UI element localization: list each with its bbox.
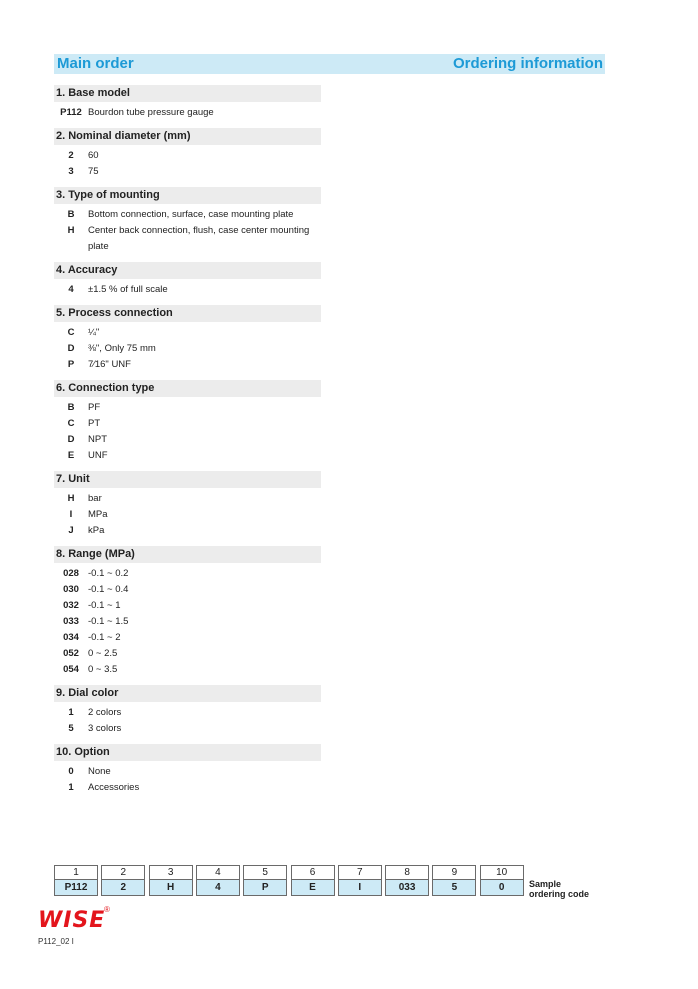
option-code: 1 [68,707,74,718]
main-order-title: Main order [57,55,134,72]
option-list [54,764,354,796]
option-description: Center back connection, flush, case center mounting plate [88,225,310,252]
ordering-information-title: Ordering information [453,55,603,72]
code-value: 5 [432,880,476,896]
option-row [54,614,354,630]
code-cell-5 [243,865,287,896]
section-title: 10. Option [54,744,321,761]
section-title: 9. Dial color [54,685,321,702]
option-description: -0.1 ~ 1 [88,600,121,611]
option-row [54,223,354,255]
option-row [54,148,354,164]
option-row [54,764,354,780]
option-row [54,341,354,357]
option-row [54,646,354,662]
section-10 [54,744,354,796]
option-list [54,400,354,464]
option-description: PF [88,402,101,413]
option-row [54,662,354,678]
code-position-number: 3 [149,865,193,880]
option-description: -0.1 ~ 0.2 [88,568,129,579]
option-row [54,105,354,121]
option-description: 3 colors [88,723,122,734]
section-title: 3. Type of mounting [54,187,321,204]
option-list [54,148,354,180]
section-1 [54,85,354,121]
code-value: 2 [101,880,145,896]
section-3 [54,187,354,255]
option-row [54,448,354,464]
option-row [54,780,354,796]
section-7 [54,471,354,539]
code-value: P112 [54,880,98,896]
option-code: 052 [63,648,79,659]
option-code: 030 [63,584,79,595]
option-row [54,705,354,721]
option-code: 0 [68,766,74,777]
option-code: J [68,525,74,536]
section-6 [54,380,354,464]
option-description: NPT [88,434,107,445]
registered-mark: ® [104,905,110,914]
option-row [54,432,354,448]
option-description: 0 ~ 3.5 [88,664,118,675]
option-row [54,721,354,737]
code-value: I [338,880,382,896]
option-code: 5 [68,723,74,734]
code-cell-4 [196,865,240,896]
code-position-number: 7 [338,865,382,880]
code-cell-8 [385,865,429,896]
option-description: ⅜", Only 75 mm [88,343,156,354]
section-title: 8. Range (MPa) [54,546,321,563]
option-description: Bottom connection, surface, case mounting plate [88,209,294,220]
option-code: 028 [63,568,79,579]
option-code: B [67,209,75,220]
option-code: H [67,493,75,504]
option-description: PT [88,418,101,429]
option-description: Bourdon tube pressure gauge [88,107,214,118]
code-cell-10 [480,865,524,896]
code-value: 033 [385,880,429,896]
section-2 [54,128,354,180]
wise-logo: WISE [38,908,106,933]
footer-page-code: P112_02 I [38,937,74,946]
section-9 [54,685,354,737]
section-title: 5. Process connection [54,305,321,322]
code-value: P [243,880,287,896]
section-4 [54,262,354,298]
code-cell-9 [432,865,476,896]
option-row [54,598,354,614]
option-code: C [67,327,75,338]
code-cell-1 [54,865,98,896]
option-list [54,491,354,539]
option-code: 032 [63,600,79,611]
option-list [54,566,354,678]
option-row [54,630,354,646]
section-title: 2. Nominal diameter (mm) [54,128,321,145]
option-row [54,207,354,223]
section-5 [54,305,354,373]
option-description: ¼" [88,327,100,338]
option-row [54,164,354,180]
option-code: B [67,402,75,413]
option-list [54,282,354,298]
option-description: MPa [88,509,108,520]
option-description: kPa [88,525,105,536]
option-code: 034 [63,632,79,643]
code-position-number: 6 [291,865,335,880]
section-title: 4. Accuracy [54,262,321,279]
option-list [54,207,354,255]
code-value: E [291,880,335,896]
sample-label-line1: Sample [529,879,562,889]
option-row [54,491,354,507]
option-row [54,357,354,373]
code-value: H [149,880,193,896]
option-list [54,705,354,737]
option-code: 1 [68,782,74,793]
option-row [54,416,354,432]
option-code: P [67,359,75,370]
option-row [54,325,354,341]
order-sections [54,85,354,803]
sample-ordering-code-label [529,879,619,899]
option-row [54,282,354,298]
code-position-number: 8 [385,865,429,880]
code-position-number: 4 [196,865,240,880]
option-row [54,566,354,582]
option-list [54,325,354,373]
code-position-number: 9 [432,865,476,880]
option-description: 75 [88,166,99,177]
code-position-number: 2 [101,865,145,880]
section-title: 6. Connection type [54,380,321,397]
option-code: E [67,450,75,461]
option-code: H [67,225,75,236]
option-code: 2 [68,150,74,161]
option-row [54,523,354,539]
code-position-number: 1 [54,865,98,880]
option-code: 3 [68,166,74,177]
option-code: C [67,418,75,429]
section-title: 1. Base model [54,85,321,102]
section-8 [54,546,354,678]
option-description: bar [88,493,102,504]
option-description: -0.1 ~ 2 [88,632,121,643]
sample-label-line2: ordering code [529,889,590,899]
code-position-number: 10 [480,865,524,880]
option-description: 2 colors [88,707,122,718]
option-row [54,400,354,416]
option-description: 60 [88,150,99,161]
option-description: ±1.5 % of full scale [88,284,168,295]
code-cell-3 [149,865,193,896]
option-code: 054 [63,664,79,675]
option-description: -0.1 ~ 1.5 [88,616,129,627]
section-title: 7. Unit [54,471,321,488]
code-position-number: 5 [243,865,287,880]
option-code: 033 [63,616,79,627]
code-cell-6 [291,865,335,896]
header-bar [54,54,605,74]
option-row [54,507,354,523]
option-code: P112 [60,107,82,118]
option-description: -0.1 ~ 0.4 [88,584,129,595]
code-value: 4 [196,880,240,896]
option-description: Accessories [88,782,140,793]
option-code: D [67,343,75,354]
option-description: None [88,766,111,777]
code-value: 0 [480,880,524,896]
option-code: 4 [68,284,74,295]
option-description: UNF [88,450,108,461]
code-cell-2 [101,865,145,896]
option-code: D [67,434,75,445]
option-description: 7⁄16" UNF [88,359,131,370]
option-code: I [69,509,73,520]
option-row [54,582,354,598]
option-description: 0 ~ 2.5 [88,648,118,659]
option-list [54,105,354,121]
code-cell-7 [338,865,382,896]
